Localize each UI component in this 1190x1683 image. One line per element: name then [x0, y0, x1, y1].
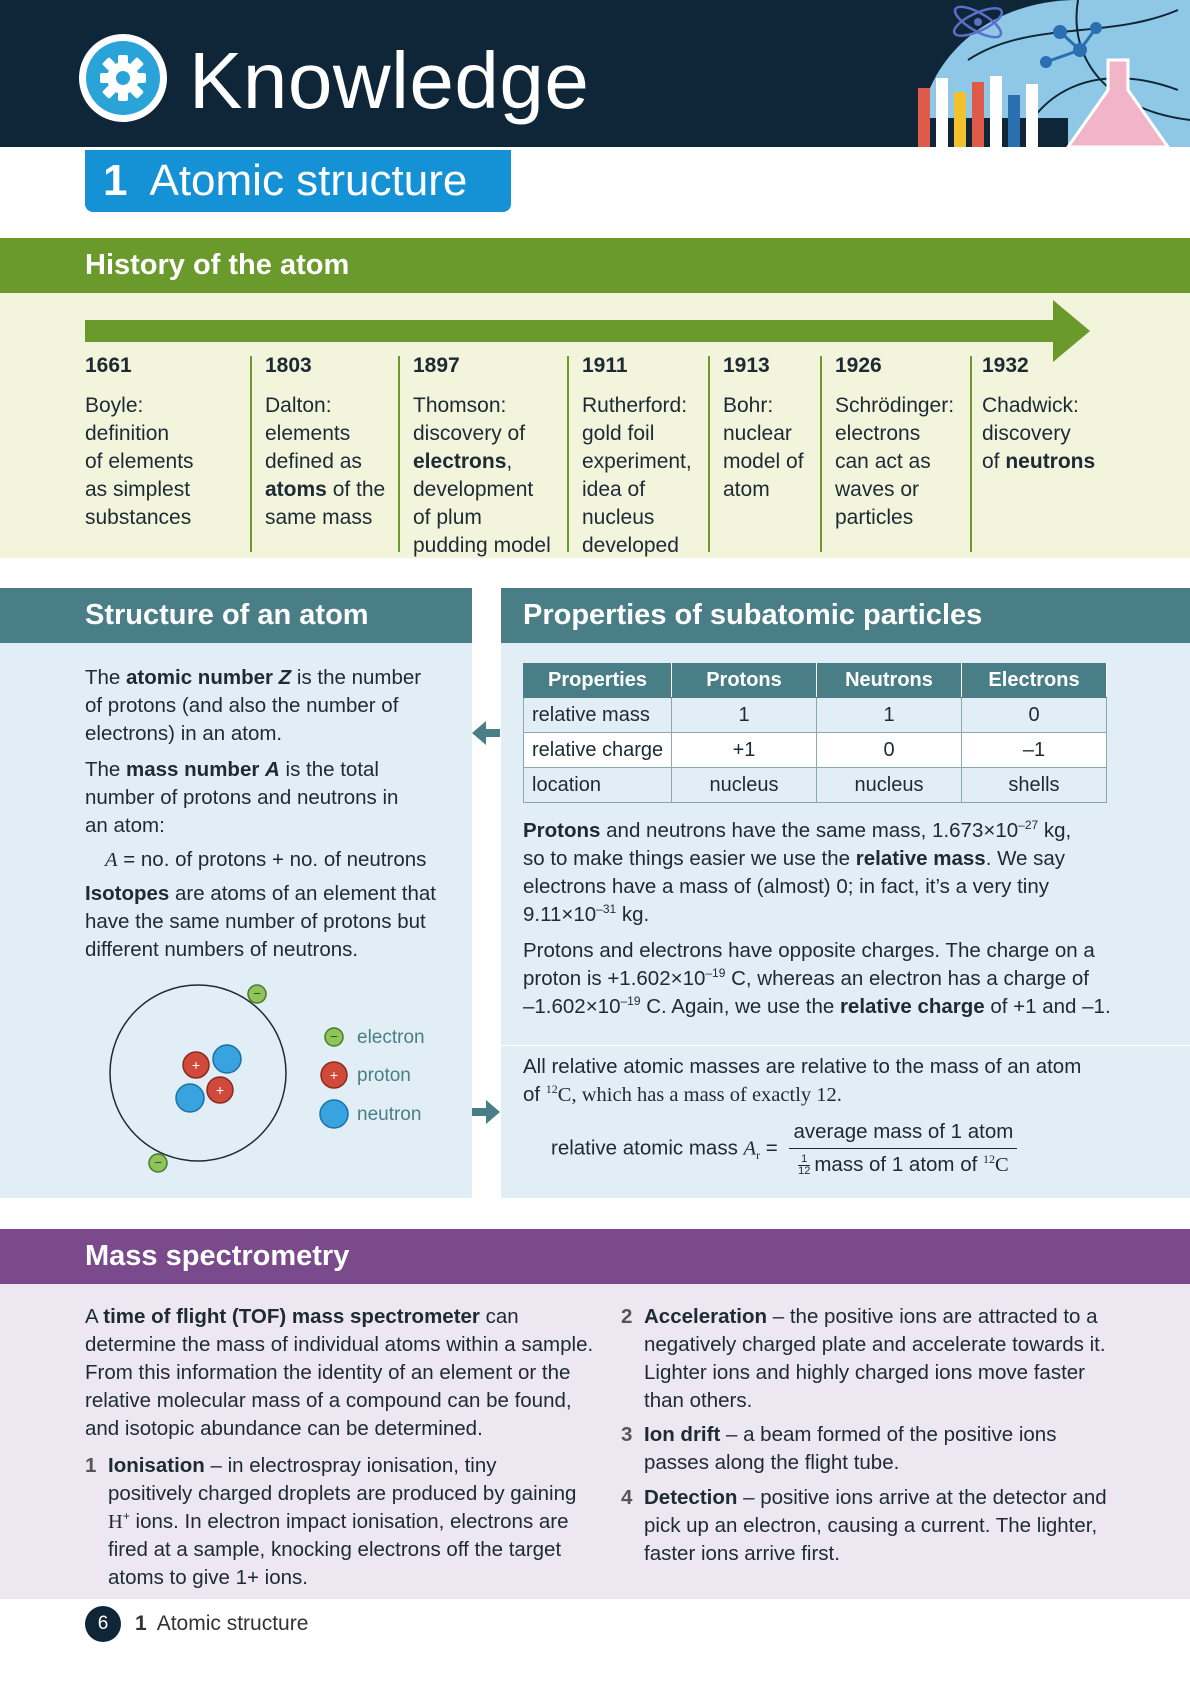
structure-heading: Structure of an atom: [0, 588, 472, 643]
chapter-title: Atomic structure: [149, 156, 468, 205]
timeline-event-1897: 1897 Thomson: discovery of electrons, development of plum pudding model: [413, 354, 551, 557]
svg-text:proton: proton: [357, 1065, 411, 1086]
page-number: 6: [85, 1606, 121, 1642]
step-detection: 4 Detection – positive ions arrive at the detector and pick up an electron, causing a current. The lighter, faster ions arrive first.: [621, 1486, 1107, 1565]
science-illustration: [878, 0, 1190, 147]
electron-icon: [248, 985, 266, 1003]
step-ionisation: 1 Ionisation – in electrospray ionisation, tiny positively charged droplets are produced by gaining H+ ions. In electron impact ionisation, electrons are fired at a sample, knocking electrons off the target atoms to give 1+ ions.: [85, 1454, 577, 1589]
relative-atomic-mass-paragraph: All relative atomic masses are relative to the mass of an atom of $^{12}$C, which has a mass of exactly 12.: [523, 1055, 1082, 1106]
table-header: Electrons: [962, 664, 1107, 698]
neutron-icon: [176, 1084, 204, 1112]
step-ion-drift: 3 Ion drift – a beam formed of the positive ions passes along the flight tube.: [621, 1423, 1057, 1474]
proton-icon: [183, 1052, 209, 1078]
proton-icon: [207, 1077, 233, 1103]
relative-atomic-mass-formula: relative atomic mass $A_r$ = average mass of 1 atom $\frac{1}{12}$ mass of 1 atom of $^{12}$C: [551, 1118, 1017, 1179]
svg-text:neutron: neutron: [357, 1104, 422, 1125]
atomic-number-paragraph: The atomic number Z is the number of protons (and also the number of electrons) in an atom.: [85, 666, 422, 745]
electron-icon: [149, 1154, 167, 1172]
relative-charge-paragraph: Protons and electrons have opposite charges. The charge on a proton is $+1.602\times 10^{-19}$ C, whereas an electron has a charge of $-1.602\times 10^{-19}$ C. Again, we use the relative charge of +1 and –1.: [523, 939, 1111, 1018]
svg-text:electron: electron: [357, 1027, 425, 1048]
properties-heading: Properties of subatomic particles: [501, 588, 1190, 643]
atom-diagram: [100, 975, 440, 1180]
footer-chapter: 1 Atomic structure: [135, 1612, 309, 1635]
timeline-divider: [398, 356, 400, 552]
timeline-divider: [250, 356, 252, 552]
timeline-divider: [708, 356, 710, 552]
isotopes-paragraph: Isotopes are atoms of an element that have the same number of protons but different numbers of neutrons.: [85, 882, 436, 961]
gear-icon: [79, 34, 167, 122]
table-header: Protons: [672, 664, 817, 698]
timeline-event-1926: 1926 Schrödinger: electrons can act as waves or particles: [835, 354, 955, 529]
mass-number-equation: A = no. of protons + no. of neutrons: [105, 848, 427, 871]
timeline-event-1661: 1661 Boyle: definition of elements as simplest substances: [85, 354, 194, 529]
arrow-left-icon: [472, 718, 501, 748]
timeline-event-1932: 1932 Chadwick: discovery of neutrons: [982, 354, 1096, 473]
svg-text:+: +: [191, 1057, 201, 1073]
legend-proton: [321, 1062, 411, 1088]
timeline-event-1803: 1803 Dalton: elements defined as atoms of the same mass: [265, 354, 386, 529]
step-acceleration: 2 Acceleration – the positive ions are attracted to a negatively charged plate and accelerate towards it. Lighter ions and highly charged ions move faster than others.: [621, 1305, 1106, 1412]
chapter-number: 1: [103, 156, 128, 205]
mass-spectrometry-heading: Mass spectrometry: [0, 1229, 1190, 1284]
table-row: location nucleus nucleus shells: [524, 768, 1107, 803]
svg-text:−: −: [154, 1155, 162, 1170]
table-row: relative charge +1 0 –1: [524, 733, 1107, 768]
history-heading: History of the atom: [0, 238, 1190, 293]
legend-electron: [325, 1027, 425, 1048]
neutron-icon: [213, 1045, 241, 1073]
legend-neutron: [320, 1100, 421, 1128]
table-row: relative mass 1 1 0: [524, 698, 1107, 733]
mass-spec-intro: A time of flight (TOF) mass spectrometer can determine the mass of individual atoms within a sample. From this information the identity of an element or the relative molecular mass of a compound can be found, and isotopic abundance can be determined.: [85, 1305, 594, 1440]
mass-number-paragraph: The mass number A is the total number of protons and neutrons in an atom:: [85, 758, 399, 837]
timeline-divider: [970, 356, 972, 552]
timeline-divider: [567, 356, 569, 552]
svg-text:−: −: [330, 1029, 338, 1044]
page-header: [0, 0, 1190, 147]
timeline-event-1913: 1913 Bohr: nuclear model of atom: [723, 354, 804, 501]
page-title: Knowledge: [189, 36, 590, 125]
table-header: Neutrons: [817, 664, 962, 698]
table-header: Properties: [524, 664, 672, 698]
chapter-title-tag: [85, 150, 511, 212]
svg-text:−: −: [253, 986, 261, 1001]
table-header-row: [524, 664, 1107, 698]
svg-text:+: +: [215, 1082, 225, 1098]
timeline-divider: [820, 356, 822, 552]
subatomic-properties-table: [523, 663, 1107, 803]
arrow-right-icon: [472, 1097, 501, 1127]
relative-mass-paragraph: Protons and neutrons have the same mass, $1.673\times 10^{-27}$ kg, so to make things easier we use the relative mass. We say electrons have a mass of (almost) 0; in fact, it’s a very tiny $9.11\times 10^{-31}$ kg.: [523, 818, 1072, 926]
timeline-event-1911: 1911 Rutherford: gold foil experiment, idea of nucleus developed: [582, 354, 692, 557]
svg-text:+: +: [329, 1067, 339, 1083]
